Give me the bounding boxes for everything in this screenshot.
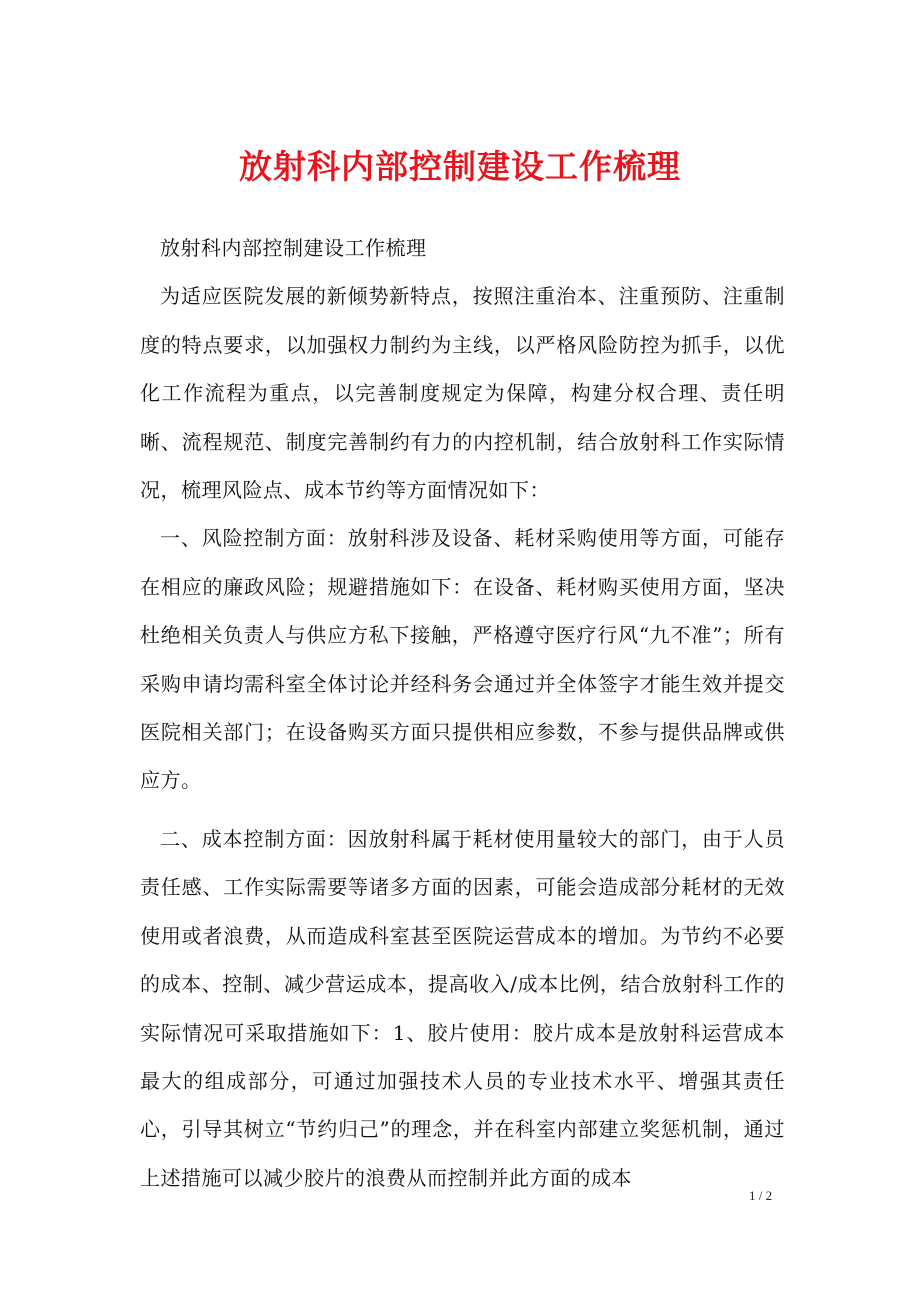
document-body — [140, 224, 785, 1202]
risk-control-paragraph: 一、风险控制方面：放射科涉及设备、耗材采购使用等方面，可能存在相应的廉政风险；规避措施如下：在设备、耗材购买使用方面，坚决杜绝相关负责人与供应方私下接触，严格遵守医疗行风“九不准”；所有采购申请均需科室全体讨论并经科务会通过并全体签字才能生效并提交医院相关部门；在设备购买方面只提供相应参数，不参与提供品牌或供应方。 — [140, 526, 785, 793]
page-title: 放射科内部控制建设工作梳理 — [239, 147, 681, 186]
cost-control-paragraph: 二、成本控制方面：因放射科属于耗材使用量较大的部门，由于人员责任感、工作实际需要等诸多方面的因素，可能会造成部分耗材的无效使用或者浪费，从而造成科室甚至医院运营成本的增加。为节约不必要的成本、控制、减少营运成本，提高收入/成本比例，结合放射科工作的实际情况可采取措施如下：1、胶片使用：胶片成本是放射科运营成本最大的组成部分，可通过加强技术人员的专业技术水平、增强其责任心，引导其树立“节约归己”的理念，并在科室内部建立奖惩机制，通过上述措施可以减少胶片的浪费从而控制并此方面的成本 — [140, 826, 785, 1190]
page-number: 1 / 2 — [749, 1188, 773, 1203]
intro-paragraph: 为适应医院发展的新倾势新特点，按照注重治本、注重预防、注重制度的特点要求，以加强权力制约为主线，以严格风险防控为抓手，以优化工作流程为重点，以完善制度规定为保障，构建分权合理、责任明晰、流程规范、制度完善制约有力的内控机制，结合放射科工作实际情况，梳理风险点、成本节约等方面情况如下： — [140, 284, 785, 503]
subtitle-paragraph: 放射科内部控制建设工作梳理 — [160, 236, 427, 260]
